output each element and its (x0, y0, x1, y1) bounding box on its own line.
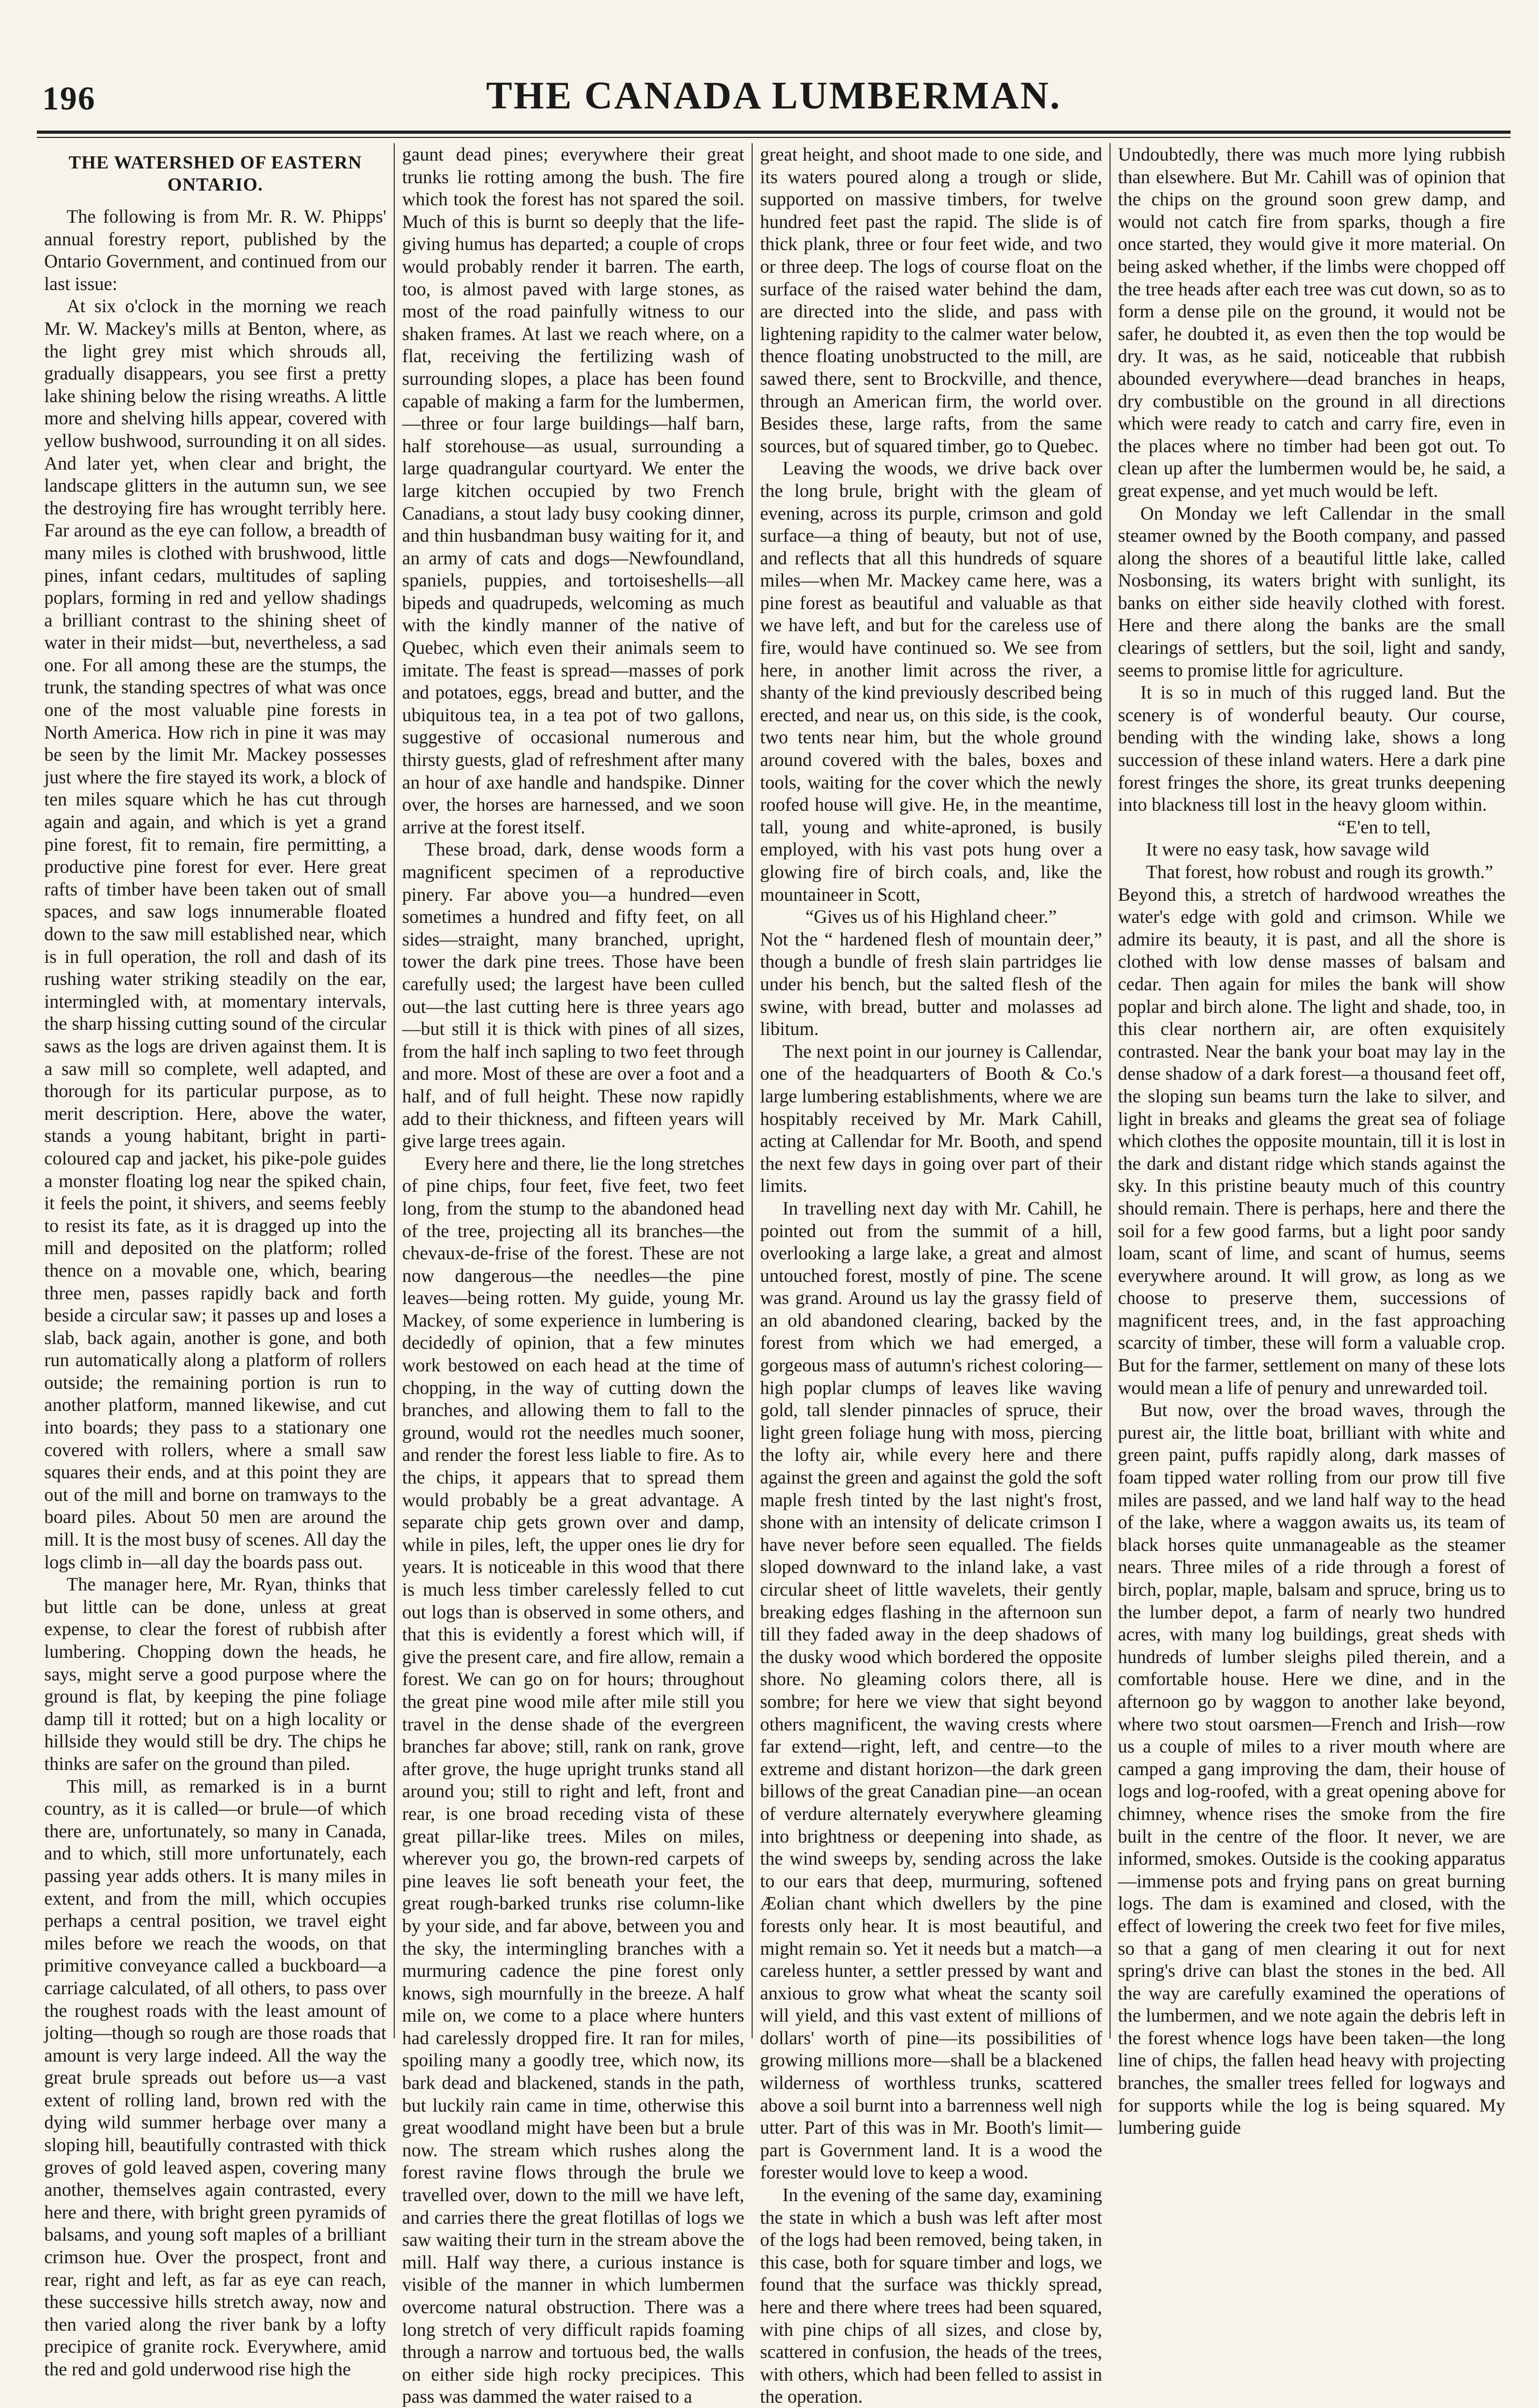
paragraph: On Monday we left Callendar in the small steamer owned by the Booth company, and passed along the shores of a beautiful little lake, called Nosbonsing, its waters bright with sunlight, its banks on either side heavily clothed with forest. Here and there along the banks are the small clearings of settlers, but the soil, light and sandy, seems to promise little for agriculture. (1118, 502, 1505, 681)
verse-quote: “Gives us of his Highland cheer.” (805, 906, 1057, 928)
masthead (37, 63, 1511, 126)
paragraph: gaunt dead pines; everywhere their great trunks lie rotting among the bush. The fire which took the forest has not spared the soil. Much of this is burnt so deeply that the life-giving humus has departed; a couple of crops would probably render it barren. The earth, too, is almost paved with large stones, as most of the road painfully witness to our shaken frames. At last we reach where, on a flat, receiving the fertilizing wash of surrounding slopes, a place has been found capable of making a farm for the lumbermen,—three or four large buildings—half barn, half storehouse—as usual, surrounding a large quadrangular courtyard. We enter the large kitchen occupied by two French Canadians, a stout lady busy cooking dinner, and thin husbandman busy waiting for it, and an army of cats and dogs—Newfoundland, spaniels, puppies, and tortoiseshells—all bipeds and quadrupeds, welcoming as much with the kindly manner of the native of Quebec, which even their animals seem to imitate. The feast is spread—masses of pork and potatoes, eggs, bread and butter, and the ubiquitous tea, in a tea pot of two gallons, suggestive of occasional numerous and thirsty guests, glad of refreshment after many an hour of axe handle and handspike. Dinner over, the horses are harnessed, and we soon arrive at the forest itself. (402, 144, 744, 838)
article-headline (44, 152, 386, 196)
paragraph: Leaving the woods, we drive back over the long brule, bright with the gleam of evening, across its purple, crimson and gold surface—a thing of beauty, but not of use, and reflects that all this hundreds of square miles—when Mr. Mackey came here, was a pine forest as beautiful and valuable as that we have left, and but for the careless use of fire, would have continued so. We see from here, in another limit across the river, a shanty of the kind previously described being erected, and near us, on this side, is the cook, two tents near him, but the whole ground around covered with the bales, boxes and tools, waiting for the cover which the newly roofed house will give. He, in the meantime, tall, young and white-aproned, is busily employed, with his vast pots hung over a glowing fire of birch coals, and, like the mountaineer in Scott, (760, 457, 1102, 905)
paragraph: This mill, as remarked is in a burnt country, as it is called—or brule—of which there are, unfortunately, so many in Canada, and to which, still more unfortunately, each passing year adds others. It is many miles in extent, and from the mill, which occupies perhaps a central position, we travel eight miles before we reach the woods, on that primitive conveyance called a buckboard—a carriage calculated, of all others, to pass over the roughest roads with the least amount of jolting—though so rough are those roads that amount is very large indeed. All the way the great brule spreads out before us—a vast extent of rolling land, brown red with the dying wild summer herbage over many a sloping hill, beautifully contrasted with thick groves of gold leaved aspen, covering many another, themselves again contrasted, every here and there, with bright green pyramids of balsams, and young soft maples of a brilliant crimson hue. Over the prospect, front and rear, right and left, as far as eye can reach, these successive hills stretch away, now and then varied along the river bank by a lofty precipice of granite rock. Everywhere, amid the red and gold underwood rise high the (44, 1775, 386, 2380)
paragraph: In the evening of the same day, examining the state in which a bush was left after most of the logs had been removed, being taken, in this case, both for square timber and logs, we found that the surface was thickly spread, here and there where trees had been squared, with pine chips of all sizes, and close by, scattered in confusion, the heads of the trees, with others, which had been felled to assist in the operation. (760, 2184, 1102, 2407)
page-number: 196 (42, 79, 96, 117)
column-3 (753, 143, 1111, 2407)
paragraph: Every here and there, lie the long stretches of pine chips, four feet, five feet, two feet long, from the stump to the abandoned head of the tree, projecting all its branches—the chevaux-de-frise of the forest. These are not now dangerous—the needles—the pine leaves—being rotten. My guide, young Mr. Mackey, of some experience in lumbering is decidedly of opinion, that a few minutes work bestowed on each head at the time of chopping, in the way of cutting down the branches, and allowing them to fall to the ground, would rot the needles much sooner, and render the forest less liable to fire. As to the chips, it appears that to spread them would probably be a great advantage. A separate chip gets grown over and damp, while in piles, left, the upper ones lie dry for years. It is noticeable in this wood that there is much less timber carelessly felled to cut out logs than is observed in some others, and that this is evidently a forest which will, if give the present care, and fire allow, remain a forest. We can go on for hours; throughout the great pine wood mile after mile still you travel in the dense shade of the evergreen branches far above; still, rank on rank, grove after grove, the huge upright trunks stand all around you; still to right and left, front and rear, is one broad receding vista of these great pillar-like trees. Miles on miles, wherever you go, the brown-red carpets of pine leaves lie soft beneath your feet, the great rough-barked trunks rise column-like by your side, and far above, between you and the sky, the intermingling branches with a murmuring cadence the pine forest only knows, sigh mournfully in the breeze. A half mile on, we come to a place where hunters had carelessly dropped fire. It ran for miles, spoiling many a goodly tree, which now, its bark dead and blackened, stands in the path, but luckily rain came in time, otherwise this great woodland might have been but a brule now. The stream which rushes along the forest ravine flows through the brule we travelled over, down to the mill we have left, and carries there the great flotillas of logs we saw waiting their turn in the stream above the mill. Half way there, a curious instance is visible of the manner in which lumbermen overcome natural obstruction. There was a long stretch of very difficult rapids foaming through a narrow and tortuous bed, the walls on either side high rocky precipices. This pass was dammed the water raised to a (402, 1152, 744, 2407)
masthead-rule (37, 131, 1511, 138)
paragraph: Undoubtedly, there was much more lying rubbish than elsewhere. But Mr. Cahill was of opinion that the chips on the ground soon grew damp, and would not catch fire from sparks, though a fire once started, they would give it more material. On being asked whether, if the limbs were chopped off the tree heads after each tree was cut down, so as to form a dense pile on the ground, it would not be safer, he doubted it, as even then the top would be dry. It was, as he said, noticeable that rubbish abounded everywhere—dead branches in heaps, dry combustible on the ground in all directions which were ready to catch and carry fire, even in the places where no timber had been got out. To clean up after the lumbermen would be, he said, a great expense, and yet much would be left. (1118, 144, 1505, 501)
paragraph: These broad, dark, dense woods form a magnificent specimen of a reproductive pinery. Far above you—a hundred—even sometimes a hundred and fifty feet, on all sides—straight, many branched, upright, tower the dark pine trees. Those have been carefully used; the largest have been culled out—the last cutting here is three years ago—but still it is thick with pines of all sizes, from the half inch sapling to two feet through and more. Most of these are over a foot and a half, and of full height. These now rapidly add to their thickness, and fifteen years will give large trees again. (402, 839, 744, 1152)
paragraph: But now, over the broad waves, through the purest air, the little boat, brilliant with white and green paint, puffs rapidly along, dark masses of foam tipped water rolling from our prow till five miles are passed, and we land half way to the head of the lake, where a waggon awaits us, its team of black horses quite unmanageable as the steamer nears. Three miles of a ride through a forest of birch, poplar, maple, balsam and spruce, bring us to the lumber depot, a farm of nearly two hundred acres, with many log buildings, great sheds with hundreds of lumber sleighs piled therein, and a comfortable house. Here we dine, and in the afternoon go by waggon to another lake beyond, where two stout oarsmen—French and Irish—row us a couple of miles to a river mouth where are camped a gang improving the dam, their house of logs and log-roofed, with a great opening above for chimney, whence rises the smoke from the fire built in the centre of the floor. It never, we are informed, smokes. Outside is the cooking apparatus—immense pots and frying pans on great burning logs. The dam is examined and closed, with the effect of lowering the creek two feet for five miles, so that a gang of men clearing it out for next spring's drive can blast the stones in the bed. All the way are carefully examined the operations of the lumbermen, and we note again the debris left in the forest whence logs have been taken—the long line of chips, the fallen head heavy with projecting branches, the smaller trees felled for logways and for supports while the log is being squared. My lumbering guide (1118, 1399, 1505, 2138)
paragraph: Not the “ hardened flesh of mountain deer,” though a bundle of fresh slain partridges lie under his bench, but the salted flesh of the swine, with bread, butter and molasses ad libitum. (760, 928, 1102, 1040)
paragraph: It is so in much of this rugged land. But the scenery is of wonderful beauty. Our course, bending with the winding lake, shows a long succession of these inland waters. Here a dark pine forest fringes the shore, its great trunks deepening into blackness till lost in the heavy gloom within. (1118, 682, 1505, 815)
verse-line: It were no easy task, how savage wild (1146, 839, 1430, 860)
paragraph: The following is from Mr. R. W. Phipps' annual forestry report, published by the Ontario Government, and continued from our last issue: (44, 206, 386, 294)
article-columns (37, 143, 1516, 2407)
verse-line: That forest, how robust and rough its growth.” (1146, 861, 1493, 882)
paragraph: The manager here, Mr. Ryan, thinks that but little can be done, unless at great expense, to clear the forest of rubbish after lumbering. Chopping down the heads, he says, might serve a good purpose where the ground is flat, by keeping the pine foliage damp till it rotted; but on a high locality or hillside they would still be dry. The chips he thinks are safer on the ground than piled. (44, 1574, 386, 1774)
paragraph: The next point in our journey is Callendar, one of the headquarters of Booth & Co.'s large lumbering establishments, where we are hospitably received by Mr. Mark Cahill, acting at Callendar for Mr. Booth, and spend the next few days in going over part of their limits. (760, 1040, 1102, 1197)
column-4 (1111, 143, 1513, 2138)
paragraph: Beyond this, a stretch of hardwood wreathes the water's edge with gold and crimson. While we admire its beauty, it is past, and all the shore is clothed with low dense masses of balsam and cedar. Then again for miles the bank will show poplar and birch alone. The light and shade, too, in this clear northern air, are often exquisitely contrasted. Near the bank your boat may lay in the dense shadow of a dark forest—a thousand feet off, the sloping sun beams turn the lake to silver, and light in breaks and gleams the great sea of foliage which clothes the opposite mountain, till it is lost in the dark and distant ridge which stands against the sky. In this pristine beauty much of this country should remain. There is perhaps, here and there the soil for a few good farms, but a light poor sandy loam, scant of lime, and scant of humus, seems everywhere around. It will grow, as long as we choose to preserve them, successions of magnificent trees, and, in the fast approaching scarcity of timber, these will form a valuable crop. But for the farmer, settlement on many of these lots would mean a life of penury and unrewarded toil. (1118, 883, 1505, 1398)
paragraph: great height, and shoot made to one side, and its waters poured along a trough or slide, supported on massive timbers, for twelve hundred feet past the rapid. The slide is of thick plank, three or four feet wide, and two or three deep. The logs of course float on the surface of the raised water behind the dam, are directed into the slide, and pass with lightening rapidity to the calmer water below, thence floating unobstructed to the mill, are sawed there, sent to Brockville, and thence, through an American firm, the world over. Besides these, large rafts, from the same sources, but of squared timber, go to Quebec. (760, 144, 1102, 456)
verse-line: “E'en to tell, (1337, 816, 1431, 838)
headline-line-2: ONTARIO. (167, 174, 263, 195)
column-1 (37, 143, 395, 2380)
column-2 (395, 143, 753, 2407)
headline-line-1: THE WATERSHED OF EASTERN (68, 152, 362, 173)
paragraph: In travelling next day with Mr. Cahill, he pointed out from the summit of a hill, overlooking a large lake, a great and almost untouched forest, mostly of pine. The scene was grand. Around us lay the grassy field of an old abandoned clearing, backed by the forest from which we had emerged, a gorgeous mass of autumn's richest coloring—high poplar clumps of leaves like waving gold, tall slender pinnacles of spruce, their light green foliage hung with moss, piercing the lofty air, while every here and there against the green and against the gold the soft maple fresh tinted by the last night's frost, shone with an intensity of delicate crimson I have never before seen equalled. The fields sloped downward to the inland lake, a vast circular sheet of little wavelets, their gently breaking edges flashing in the afternoon sun till they faded away in the deep shadows of the dusky wood which bordered the opposite shore. No gleaming colors there, all is sombre; for here we view that sight beyond others magnificent, the waving crests where far extend—right, left, and centre—to the extreme and distant horizon—the dark green billows of the great Canadian pine—an ocean of verdure alternately everywhere gleaming into brightness or deepening into shade, as the wind sweeps by, sending across the lake to our ears that deep, murmuring, softened Æolian chant which dwellers by the pine forests only hear. It is most beautiful, and might remain so. Yet it needs but a match—a careless hunter, a settler pressed by want and anxious to grow what wheat the scanty soil will yield, and this vast extent of millions of dollars' worth of pine—its possibilities of growing millions more—shall be a blackened wilderness of worthless trunks, scattered above a soil burnt into a barrenness well nigh utter. Part of this was in Mr. Booth's limit—part is Government land. It is a wood the forester would love to keep a wood. (760, 1197, 1102, 2183)
paragraph: At six o'clock in the morning we reach Mr. W. Mackey's mills at Benton, where, as the light grey mist which shrouds all, gradually disappears, you see first a pretty lake shining below the rising wreaths. A little more and shelving hills appear, covered with yellow bushwood, surrounding it on all sides. And later yet, when clear and bright, the landscape glitters in the autumn sun, we see the destroying fire has wrought terribly here. Far around as the eye can follow, a breadth of many miles is clothed with brushwood, little pines, infant cedars, multitudes of sapling poplars, forming in red and yellow shadings a brilliant contrast to the shining sheet of water in their midst—but, nevertheless, a sad one. For all among these are the stumps, the trunk, the standing spectres of what was once one of the most valuable pine forests in North America. How rich in pine it was may be seen by the limit Mr. Mackey possesses just where the fire stayed its work, a block of ten miles square which he has cut through again and again, and which is yet a grand pine forest, fit to remain, fire permitting, a productive pine forest for ever. Here great rafts of timber have been taken out of small spaces, and saw logs innumerable floated down to the saw mill established near, which is in full operation, the roll and dash of its rushing water striking steadily on the ear, intermingled with, at momentary intervals, the sharp hissing cutting sound of the circular saws as the logs are driven against them. It is a saw mill so complete, well adapted, and thorough for its particular purpose, as to merit description. Here, above the water, stands a young habitant, bright in parti-coloured cap and jacket, his pike-pole guides a monster floating log near the spiked chain, it feels the point, it shivers, and seems feebly to resist its fate, as it is dragged up into the mill and deposited on the platform; rolled thence on a movable one, which, bearing three men, passes rapidly back and forth beside a circular saw; it passes up and loses a slab, back again, another is gone, and both run automatically along a platform of rollers outside; the remaining portion is run to another platform, manned likewise, and cut into boards; they pass to a stationary one covered with rollers, where a small saw squares their ends, and at this point they are out of the mill and borne on tramways to the board piles. About 50 men are around the mill. It is the most busy of scenes. All day the logs climb in—all day the boards pass out. (44, 295, 386, 1573)
journal-title: THE CANADA LUMBERMAN. (486, 74, 1062, 117)
